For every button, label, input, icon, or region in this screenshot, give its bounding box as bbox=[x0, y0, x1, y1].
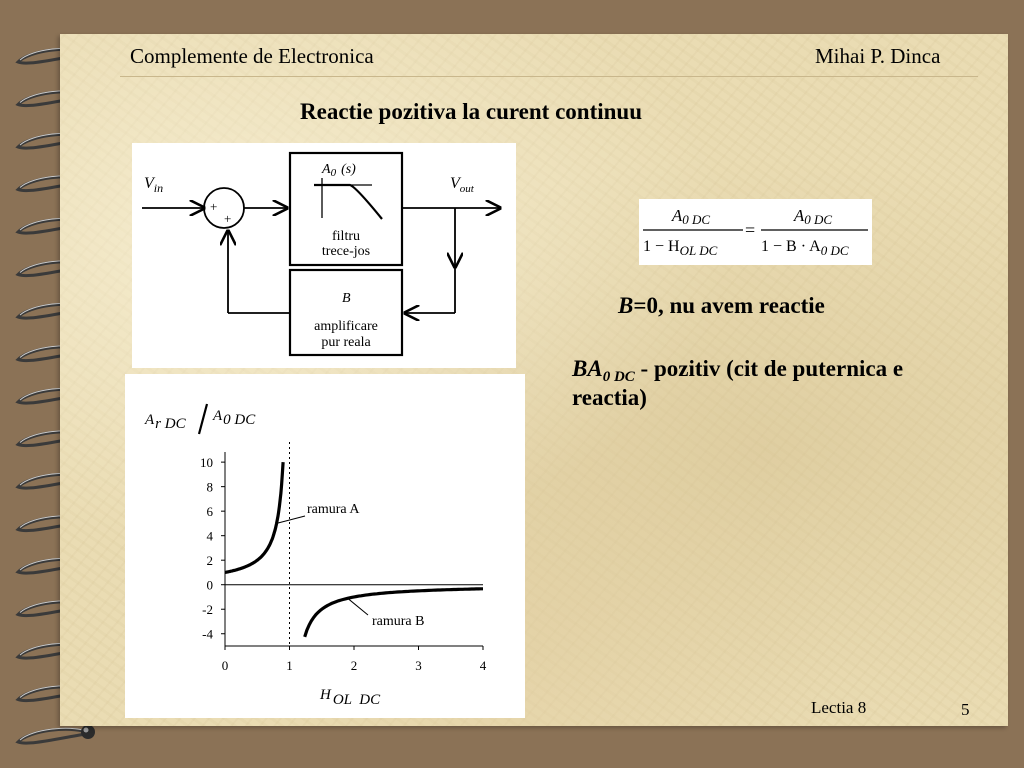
note-ba bbox=[572, 355, 982, 413]
annotation-label: ramura B bbox=[372, 614, 425, 629]
output-label: $V_{out}$ bbox=[450, 175, 474, 195]
note-b-symbol: B bbox=[618, 293, 634, 318]
x-tick-label: 1 bbox=[286, 658, 293, 673]
annotation-leader bbox=[348, 598, 368, 615]
filter-label-line1: filtru bbox=[332, 229, 360, 244]
note-b-zero bbox=[618, 292, 825, 321]
feedback-symbol: B bbox=[342, 291, 351, 306]
y-tick-label: 8 bbox=[206, 479, 213, 495]
y-tick-label: 0 bbox=[206, 577, 213, 593]
formula-rhs-numerator: A0 DC bbox=[793, 206, 833, 227]
formula-lhs-denominator: $1 - H_{OL DC}$ bbox=[643, 238, 718, 258]
filter-label-line2: trece-jos bbox=[321, 244, 371, 259]
y-tick-label: 10 bbox=[200, 455, 213, 471]
summer-sign-2: + bbox=[224, 211, 232, 226]
y-tick-label: -4 bbox=[202, 626, 213, 642]
formula-lhs-numerator: A0 DC bbox=[671, 206, 711, 227]
formula-equals: = bbox=[745, 220, 756, 240]
x-axis-label: H OL DC bbox=[320, 687, 381, 708]
y-tick-label: 4 bbox=[206, 528, 213, 544]
input-label: $V_{in}$ bbox=[144, 175, 164, 195]
feedback-label-line2: pur reala bbox=[321, 335, 371, 350]
y-tick-label: 6 bbox=[206, 504, 213, 520]
series-branch-b bbox=[305, 589, 483, 637]
y-tick-label: -2 bbox=[202, 602, 213, 618]
closed-loop-gain-formula bbox=[639, 199, 872, 265]
header-divider bbox=[120, 76, 978, 77]
page-number: 5 bbox=[961, 700, 970, 719]
note-ba-text: - pozitiv (cit de puternica e reactia) bbox=[572, 356, 904, 410]
y-axis-label-slash bbox=[199, 404, 207, 434]
note-ba-subscript: 0 DC bbox=[602, 369, 635, 385]
slide-title: Reactie pozitiva la curent continuu bbox=[300, 99, 642, 124]
summer-sign-1: + bbox=[210, 199, 218, 214]
x-tick-label: 3 bbox=[415, 658, 422, 673]
series-branch-a bbox=[225, 462, 283, 572]
y-axis-label-denominator: A0 DC bbox=[213, 408, 256, 428]
x-tick-label: 4 bbox=[479, 658, 487, 673]
gain-chart bbox=[125, 374, 525, 718]
feedback-label-line1: amplificare bbox=[314, 319, 378, 334]
filter-transfer-function: $A_0$ (s) bbox=[322, 162, 356, 179]
author-name: Mihai P. Dinca bbox=[815, 44, 941, 68]
note-b-text: =0, nu avem reactie bbox=[633, 293, 825, 318]
x-tick-label: 2 bbox=[350, 658, 358, 673]
block-diagram bbox=[132, 143, 516, 368]
x-tick-label: 0 bbox=[221, 658, 229, 673]
annotation-label: ramura A bbox=[307, 502, 360, 517]
note-ba-symbol: BA bbox=[572, 356, 603, 381]
formula-rhs-denominator: $1 - B \cdot A_{0 DC}$ bbox=[761, 238, 849, 258]
y-tick-label: 2 bbox=[206, 553, 213, 569]
lowpass-response-curve bbox=[314, 185, 382, 219]
binding-ring bbox=[18, 725, 95, 743]
course-title: Complemente de Electronica bbox=[130, 44, 374, 68]
y-axis-label: Ar DC bbox=[145, 412, 186, 432]
lecture-label: Lectia 8 bbox=[811, 698, 867, 717]
annotation-leader bbox=[277, 516, 305, 523]
